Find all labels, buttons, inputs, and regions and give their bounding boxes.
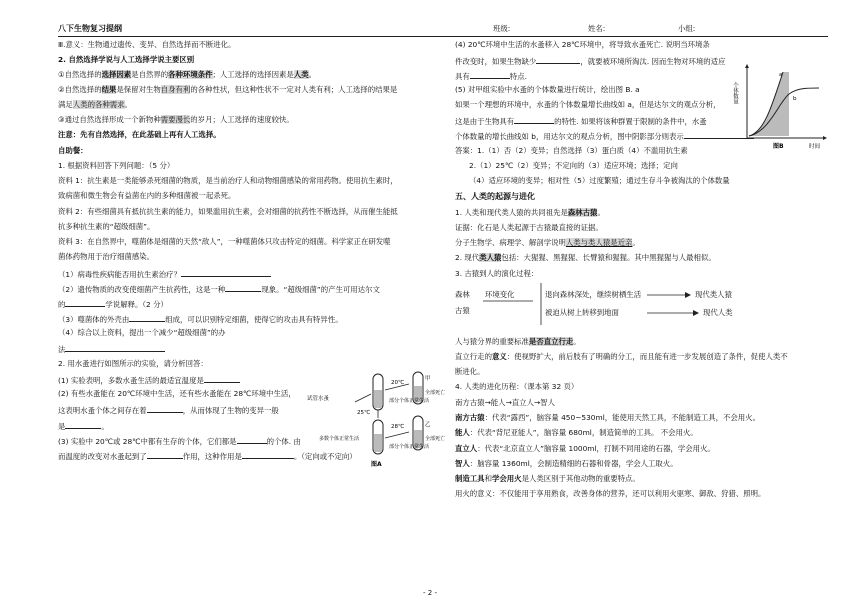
name-label: 姓名: <box>588 24 606 33</box>
text-line: 3. 古猿到人的演化过程： <box>455 269 539 278</box>
answer-blank[interactable] <box>470 71 510 79</box>
figure-b <box>732 62 830 152</box>
answer-blank[interactable] <box>242 451 294 459</box>
figure-a <box>305 370 445 470</box>
question-line: 这是由于生物具有 的特性. 如果将该种群置于限制的条件中，水蚤 <box>455 117 707 126</box>
text-line: 满足人类的各种需求。 <box>58 100 132 109</box>
fig-b-ylabel: 个体数量 <box>732 82 738 104</box>
fig-a-label: 试管水蚤 <box>307 396 330 402</box>
fig-a-label: 全部死亡 <box>425 390 446 396</box>
answer-blank[interactable] <box>536 56 580 64</box>
question-line: 而温度的改变对水蚤起到了 作用，这种作用是 。（定向或不定向） <box>58 452 357 461</box>
answer-blank[interactable] <box>65 299 105 307</box>
answer-blank[interactable] <box>225 284 261 292</box>
page-header <box>58 24 828 37</box>
question-line: 这表明水蚤个体之间存在着 ，从而体现了生物的变异一般 <box>58 406 279 415</box>
text-line: (5) 对甲组实验中水蚤的个体数量进行统计，绘出图 B. a <box>455 85 640 94</box>
answer-blank[interactable] <box>514 116 554 124</box>
diagram-label: 森林 <box>455 290 470 299</box>
question-line: 件改变时，如果生物缺少 ，就要被环境所淘汰. 因而生物对环境的适应 <box>455 57 726 66</box>
fig-a-label: 25℃ <box>357 410 371 416</box>
text-line: 直立行走的意义：使视野扩大，前后肢有了明确的分工，而且能有进一步发展创造了条件，促使人类不 <box>455 352 788 361</box>
question-line: （2）遗传物质的改变使细菌产生抗药性，这是一种 现象。“超级细菌”的产生可用达尔文 <box>58 285 380 294</box>
text-line: 资料 2：有些细菌具有抵抗抗生素的能力，如果滥用抗生素，会对细菌的抗药性不断选择，从而催生能抵 <box>58 207 398 216</box>
fig-a-label: 多数个体正常生活 <box>319 436 360 442</box>
text-line: Ⅲ.意义：生物通过遗传、变异、自然选择而不断进化。 <box>58 40 236 49</box>
text-line: ③通过自然选择形成一个新物种需要漫长的岁月；人工选择的速度较快。 <box>58 115 294 124</box>
figure-b-graph <box>732 62 830 152</box>
diagram-label: 现代人类 <box>703 308 733 317</box>
question-line: 具有 特点. <box>455 72 527 81</box>
answer-blank[interactable] <box>204 375 240 383</box>
evolution-diagram <box>455 281 775 333</box>
section-title: 五、人类的起源与进化 <box>455 192 535 201</box>
tube-water <box>374 390 382 408</box>
fig-b-curve-a: a <box>779 72 783 78</box>
question-line: (3) 实验中 20℃或 28℃中都有生存的个体，它们都是 的个体. 由 <box>58 437 301 446</box>
answer-blank[interactable] <box>147 405 183 413</box>
text-line: 智人：脑容量 1360ml，会制造精细的石器和骨器，学会人工取火。 <box>455 459 678 468</box>
answer-line: （4）适应环境的变异；相对性（5）过度繁殖；通过生存斗争被淘汰的个体数量 <box>469 176 730 185</box>
text-line: ②自然选择的结果是保留对生物自身有利的各种性状，但这种性状不一定对人类有利；人工选择的结果是 <box>58 85 398 94</box>
diagram-label: 现代类人猿 <box>695 290 732 299</box>
text-line: 2. 现代类人猿包括：大猩猩、黑猩猩、长臂猿和猩猩。其中黑猩猩与人最相似。 <box>455 253 716 262</box>
diagram-arrows <box>455 281 775 333</box>
text-line: 如果一个理想的环境中，水蚤的个体数量增长曲线如 a，但是达尔文的观点分析， <box>455 100 721 109</box>
question-line: （3）噬菌体的外壳由 组成，可以识别特定细菌，使得它的攻击具有特异性。 <box>58 315 343 324</box>
answer-blank[interactable] <box>129 314 165 322</box>
question-line: 个体数量的增长曲线如 b，用达尔文的观点分析，图中阴影部分则表示 <box>455 131 754 140</box>
text-line: 资料 3：在自然界中，噬菌体是细菌的天然“敌人”，一种噬菌体只攻击特定的细菌。科学家正在研发噬 <box>58 237 391 246</box>
text-line: 人与猿分界的重要标准是否直立行走。 <box>455 337 581 346</box>
text-line: 分子生物学、病理学、解剖学说明人类与类人猿是近亲。 <box>455 238 640 247</box>
text-line: 证据：化石是人类起源于古猿最直接的证据。 <box>455 223 603 232</box>
answer-blank[interactable] <box>237 436 267 444</box>
fig-a-caption: 图A <box>371 461 382 468</box>
fig-a-label: 20℃ <box>391 380 405 386</box>
question-title: 2. 用水蚤进行如图所示的实验，请分析回答： <box>58 359 208 368</box>
text-line: 菌体药物用于治疗细菌感染。 <box>58 252 155 261</box>
answer-line: 答案：1.（1）否（2）变异；自然选择（3）蛋白质（4）不滥用抗生素 <box>455 146 688 155</box>
fig-a-label: 全部死亡 <box>425 436 446 442</box>
fig-a-label: 甲 <box>425 376 431 382</box>
fig-a-label: 部分个体正常生活 <box>389 444 430 450</box>
question-line: (2) 有些水蚤能在 20℃环境中生活，还有些水蚤能在 28℃环境中生活， <box>58 389 296 398</box>
question-line: 是 。 <box>58 422 109 431</box>
question-line: （4）综合以上资料，提出一个减少“超级细菌”的办 <box>58 328 226 337</box>
text-line: 直立人：代表“北京直立人”脑容量 1000ml，打制不同用途的石器，学会用火。 <box>455 444 715 453</box>
text-line: 2. 自然选择学说与人工选择学说主要区别 <box>58 55 195 64</box>
evolution-stages: 南方古猿→能人→直立人→智人 <box>455 398 555 407</box>
tube-water <box>374 434 382 452</box>
answer-blank[interactable] <box>147 451 183 459</box>
fig-a-label: 部分个体正常生活 <box>389 398 430 404</box>
text-line: ①自然选择的选择因素是自然界的各种环境条件；人工选择的选择因素是人类。 <box>58 70 317 79</box>
diagram-label: 古猿 <box>455 306 470 315</box>
text-line: 南方古猿：代表“露西”，脑容量 450~530ml，能使用天然工具，不能制造工具，不会用火。 <box>455 413 760 422</box>
question-line: (1) 实验表明，多数水蚤生活的最适宜温度是 <box>58 375 240 384</box>
answer-blank[interactable] <box>181 269 271 277</box>
fig-b-caption: 图B <box>773 143 784 150</box>
fig-a-label: 乙 <box>425 422 431 428</box>
figure-a-drawing <box>305 370 445 470</box>
section-title: 自助餐： <box>58 146 88 155</box>
group-label: 小组: <box>678 24 696 33</box>
text-line: (4) 20℃环境中生活的水蚤移入 28℃环境中，将导致水蚤死亡. 说明当环境条 <box>455 40 710 49</box>
text-line: 1. 人类和现代类人猿的共同祖先是森林古猿。 <box>455 208 605 217</box>
question-line: 的 学说解释。（2 分） <box>58 300 168 309</box>
answer-line: 2.（1）25℃（2）变异；不定向的（3）适应环境；选择；定向 <box>469 161 678 170</box>
text-line: 致病菌和微生物会有益菌在内的多种细菌被一起杀死。 <box>58 191 236 200</box>
fig-b-xlabel: 时间 <box>809 144 821 150</box>
diagram-label: 环境变化 <box>485 290 515 299</box>
question-line: 法 <box>58 344 165 353</box>
diagram-label: 退向森林深处，继续树栖生活 <box>545 290 642 299</box>
text-line: 用火的意义：不仅能用于享用熟食，改善身体的营养，还可以利用火驱寒、御敌、狩猎、照明。 <box>455 489 766 498</box>
header-title: 八下生物复习提纲 <box>58 24 122 33</box>
fig-b-curve-b: b <box>793 96 797 102</box>
answer-blank[interactable] <box>65 421 101 429</box>
text-line: 能人：代表“背尼亚能人”，脑容量 680ml，制造简单的工具。 不会用火。 <box>455 428 698 437</box>
answer-blank[interactable] <box>65 344 165 352</box>
page-number: - 2 - <box>423 589 437 597</box>
text-line: 制造工具和学会用火是人类区别于其他动物的重要特点。 <box>455 474 640 483</box>
fig-a-label: 28℃ <box>391 424 405 430</box>
class-label: 班级: <box>493 24 511 33</box>
text-line: 抗多种抗生素的“超级细菌”。 <box>58 222 155 231</box>
question-line: （1）病毒性疾病能否用抗生素治疗？ <box>58 269 271 278</box>
text-line: 断进化。 <box>455 367 485 376</box>
diagram-label: 被迫从树上转移到地面 <box>545 308 619 317</box>
text-line: 4. 人类的进化历程：（课本第 32 页） <box>455 382 579 391</box>
note-line: 注意：先有自然选择，在此基础上再有人工选择。 <box>58 130 221 139</box>
question-title: 1. 根据资料回答下列问题：（5 分） <box>58 161 175 170</box>
text-line: 资料 1：抗生素是一类能够杀死细菌的物质，是当前治疗人和动物细菌感染的常用药物。使用抗生素时， <box>58 176 398 185</box>
